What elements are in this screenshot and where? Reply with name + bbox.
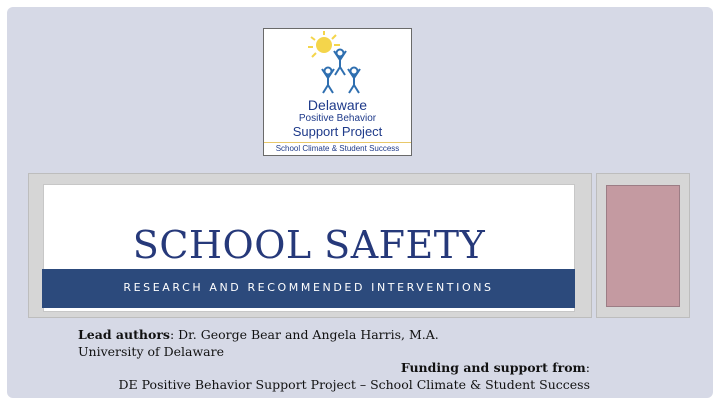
slide-title: SCHOOL SAFETY	[132, 223, 486, 267]
logo-line-positive-behavior: Positive Behavior	[298, 113, 377, 124]
accent-block	[606, 185, 680, 307]
dpbs-logo	[263, 28, 412, 156]
accent-frame	[596, 173, 690, 318]
funding-source: DE Positive Behavior Support Project – School Climate & Student Success	[118, 377, 590, 392]
funding-colon: :	[585, 360, 590, 375]
lead-authors-names: : Dr. George Bear and Angela Harris, M.A.	[169, 327, 439, 342]
funding	[119, 359, 590, 393]
subtitle-bar	[42, 269, 575, 308]
people-figures-icon	[322, 50, 360, 94]
funding-line	[119, 359, 590, 376]
credits	[78, 326, 439, 360]
affiliation: University of Delaware	[78, 344, 225, 359]
funding-label: Funding and support from	[400, 360, 586, 375]
logo-line-delaware: Delaware	[307, 97, 368, 113]
lead-authors-label: Lead authors	[78, 327, 170, 342]
slide-subtitle: RESEARCH AND RECOMMENDED INTERVENTIONS	[123, 281, 494, 294]
logo-line-support-project: Support Project	[292, 124, 383, 139]
logo-tagline: School Climate & Student Success	[264, 142, 411, 154]
lead-authors-line	[78, 326, 439, 343]
